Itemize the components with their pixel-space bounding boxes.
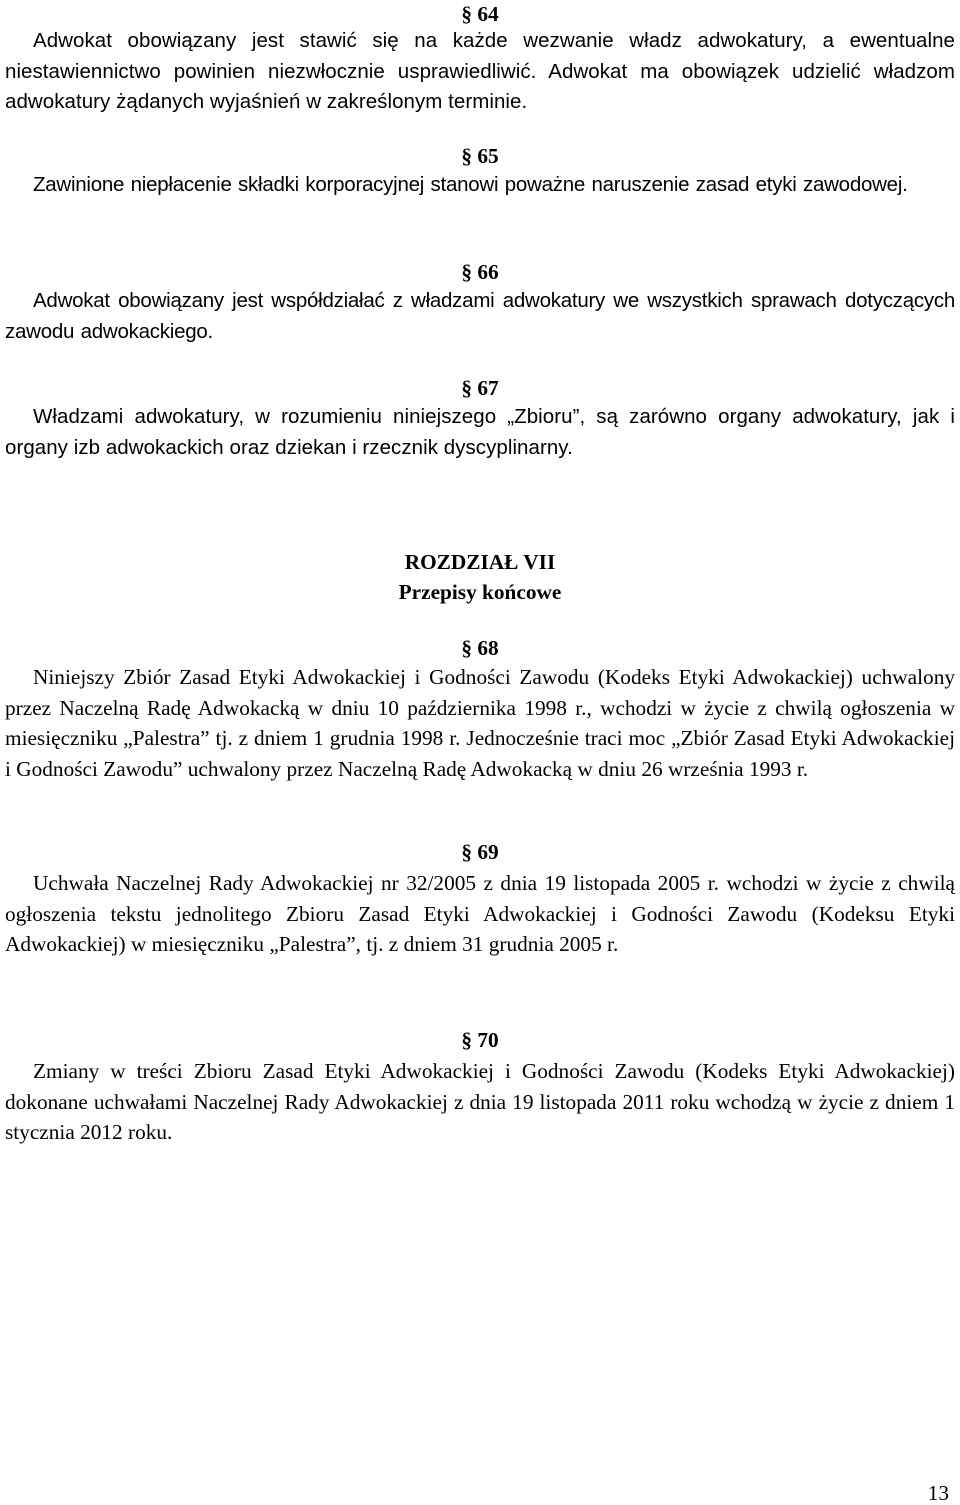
section-heading-64 [5,0,955,28]
section-sign: § [461,260,473,284]
section-text-65: Zawinione niepłacenie składki korporacyjnej stanowi poważne naruszenie zasad etyki zawodowej. [33,173,908,196]
section-text-67: Władzami adwokatury, w rozumieniu niniejszego „Zbioru”, są zarówno organy adwokatury, jak i organy izb adwokackich oraz dziekan i rzecznik dyscyplinarny. [5,405,955,459]
section-sign: § [461,144,473,168]
section-number: 66 [477,260,499,284]
section-sign: § [461,376,473,400]
section-text-64: Adwokat obowiązany jest stawić się na każde wezwanie władz adwokatury, a ewentualne niestawiennictwo powinien niezwłocznie usprawiedliwić. Adwokat ma obowiązek udzielić władzom adwokatury żądanych wyjaśnień w zakreślonym terminie. [5,29,955,113]
section-sign: § [461,636,473,660]
section-text-68: Niniejszy Zbiór Zasad Etyki Adwokackiej i Godności Zawodu (Kodeks Etyki Adwokackiej) uchwalony przez Naczelną Radę Adwokacką w dniu 10 października 1998 r., wchodzi w życie z chwilą ogłoszenia w miesięczniku „Palestra” tj. z dniem 1 grudnia 1998 r. Jednocześnie traci moc „Zbiór Zasad Etyki Adwokackiej i Godności Zawodu” uchwalony przez Naczelną Radę Adwokacką w dniu 26 września 1993 r. [5,665,955,781]
chapter-title: ROZDZIAŁ VII [404,550,556,574]
section-text-66: Adwokat obowiązany jest współdziałać z władzami adwokatury we wszystkich sprawach dotyczących zawodu adwokackiego. [5,289,955,343]
section-text-69: Uchwała Naczelnej Rady Adwokackiej nr 32/2005 z dnia 19 listopada 2005 r. wchodzi w życie z chwilą ogłoszenia tekstu jednolitego Zbioru Zasad Etyki Adwokackiej i Godności Zawodu (Kodeksu Etyki Adwokackiej) w miesięczniku „Palestra”, tj. z dniem 31 grudnia 2005 r. [5,871,955,956]
chapter-subtitle: Przepisy końcowe [398,580,562,604]
section-number: 69 [477,840,499,864]
section-heading-69 [5,838,955,866]
section-number: 70 [477,1028,499,1052]
section-number: 67 [477,376,499,400]
section-number: 64 [477,2,499,26]
section-sign: § [461,2,473,26]
section-heading-66 [5,258,955,286]
document-page [5,0,955,1505]
section-number: 68 [477,636,499,660]
section-sign: § [461,1028,473,1052]
section-heading-65 [5,142,955,170]
page-number: 13 [927,1481,949,1505]
section-heading-68 [5,634,955,662]
section-number: 65 [477,144,499,168]
section-heading-70 [5,1026,955,1054]
section-heading-67 [5,374,955,402]
section-sign: § [461,840,473,864]
section-text-70: Zmiany w treści Zbioru Zasad Etyki Adwokackiej i Godności Zawodu (Kodeks Etyki Adwokackiej) dokonane uchwałami Naczelnej Rady Adwokackiej z dnia 19 listopada 2011 roku wchodzą w życie z dniem 1 stycznia 2012 roku. [5,1059,955,1144]
